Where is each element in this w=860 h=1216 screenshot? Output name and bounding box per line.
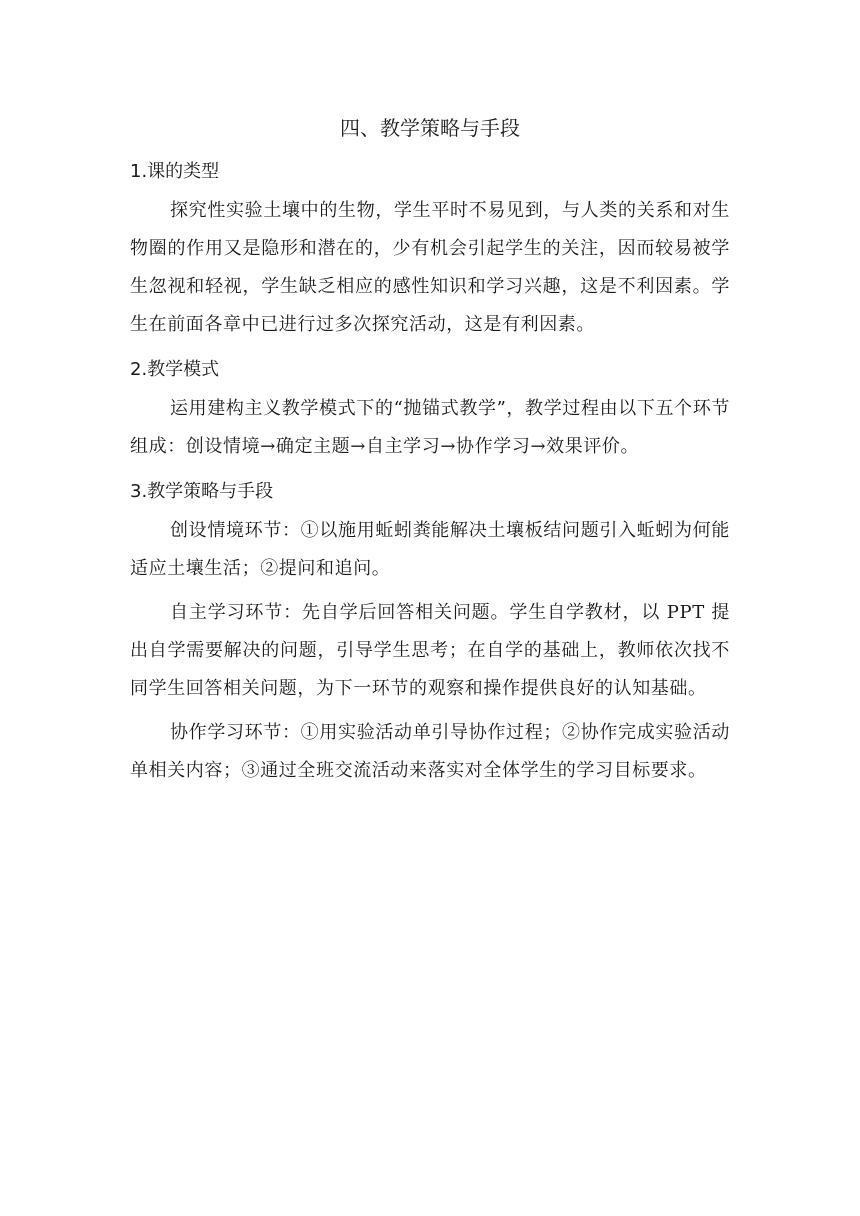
section-lesson-type — [130, 152, 730, 344]
section-teaching-mode — [130, 350, 730, 466]
section-heading: 1.课的类型 — [130, 161, 220, 182]
paragraph: 运用建构主义教学模式下的“抛锚式教学”，教学过程由以下五个环节组成：创设情境→确定主题→自主学习→协作学习→效果评价。 — [130, 398, 730, 457]
paragraph: 创设情境环节：①以施用蚯蚓粪能解决土壤板结问题引入蚯蚓为何能适应土壤生活；②提问和追问。 — [130, 520, 730, 579]
section-heading: 3.教学策略与手段 — [130, 481, 274, 502]
paragraph: 自主学习环节：先自学后回答相关问题。学生自学教材，以 PPT 提出自学需要解决的问题，引导学生思考；在自学的基础上，教师依次找不同学生回答相关问题，为下一环节的观察和操作提供良好的认知基础。 — [130, 602, 730, 699]
document-page — [130, 108, 730, 796]
paragraph: 协作学习环节：①用实验活动单引导协作过程；②协作完成实验活动单相关内容；③通过全班交流活动来落实对全体学生的学习目标要求。 — [130, 722, 730, 781]
section-strategy — [130, 472, 730, 790]
section-heading: 2.教学模式 — [130, 359, 220, 380]
page-title: 四、教学策略与手段 — [340, 116, 520, 140]
paragraph: 探究性实验土壤中的生物，学生平时不易见到，与人类的关系和对生物圈的作用又是隐形和潜在的，少有机会引起学生的关注，因而较易被学生忽视和轻视，学生缺乏相应的感性知识和学习兴趣，这是不利因素。学生在前面各章中已进行过多次探究活动，这是有利因素。 — [130, 200, 730, 335]
